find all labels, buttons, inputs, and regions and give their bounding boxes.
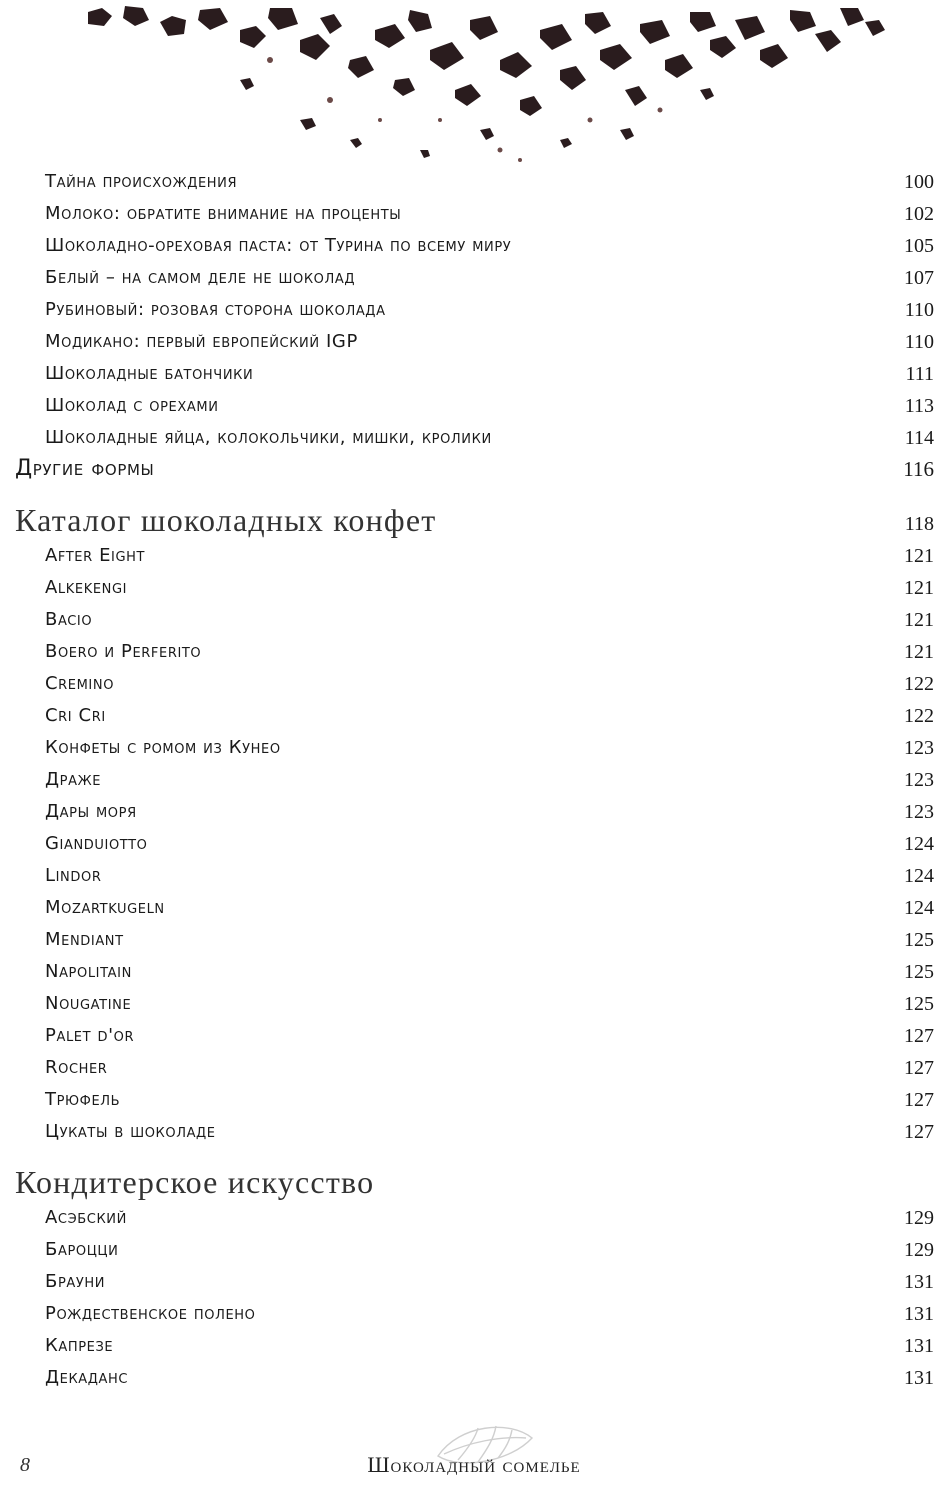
toc-entry-page: 123 <box>904 737 934 759</box>
toc-entry[interactable] <box>0 1299 948 1329</box>
toc-entry-title: Mozartkugeln <box>45 897 165 918</box>
toc-entry[interactable] <box>0 1267 948 1297</box>
toc-entry-title: Тайна происхождения <box>45 171 238 192</box>
toc-entry-title: Boero и Perferito <box>45 641 202 662</box>
toc-entry-title: After Eight <box>45 545 146 566</box>
toc-entry[interactable] <box>0 359 948 389</box>
section-title-pastry[interactable]: Кондитерское искусство <box>15 1164 375 1200</box>
running-footer-title: Шоколадный сомелье <box>367 1452 581 1477</box>
toc-entry[interactable] <box>0 829 948 859</box>
section-title-candies[interactable]: Каталог шоколадных конфет <box>15 502 437 538</box>
toc-entry[interactable] <box>0 1021 948 1051</box>
toc-entry-page: 131 <box>904 1271 934 1293</box>
toc-entry[interactable] <box>0 733 948 763</box>
toc-entry[interactable] <box>0 1203 948 1233</box>
toc-entry-page: 113 <box>904 395 934 417</box>
toc-entry-title: Белый – на самом деле не шоколад <box>45 267 356 288</box>
toc-entry[interactable] <box>0 925 948 955</box>
toc-entry-page: 110 <box>904 331 934 353</box>
toc-entry-page: 127 <box>904 1089 934 1111</box>
toc-entry-page: 121 <box>904 641 934 663</box>
toc-entry[interactable] <box>0 573 948 603</box>
toc-entry-page: 125 <box>904 961 934 983</box>
toc-entry-title: Mendiant <box>45 929 124 950</box>
toc-entry-page: 100 <box>904 171 934 193</box>
toc-entry-page: 127 <box>904 1121 934 1143</box>
toc-entry-page: 102 <box>904 203 934 225</box>
toc-entry[interactable] <box>0 231 948 261</box>
toc-entry-title: Бароцци <box>45 1239 119 1260</box>
toc-entry-title: Дары моря <box>45 801 137 822</box>
toc-entry[interactable] <box>0 1235 948 1265</box>
toc-entry-title: Шоколадно-ореховая паста: от Турина по всему миру <box>45 235 512 256</box>
toc-entry[interactable] <box>0 957 948 987</box>
toc-entry-page: 121 <box>904 545 934 567</box>
toc-entry[interactable] <box>0 423 948 453</box>
toc-entry[interactable] <box>0 797 948 827</box>
toc-entry-title: Конфеты с ромом из Кунео <box>45 737 281 758</box>
toc-entry-title: Alkekengi <box>45 577 128 598</box>
toc-entry-page: 123 <box>904 801 934 823</box>
toc-entry-page: 114 <box>904 427 934 449</box>
toc-entry-page: 110 <box>904 299 934 321</box>
toc-entry-page: 131 <box>904 1303 934 1325</box>
toc-entry-page: 127 <box>904 1025 934 1047</box>
toc-entry-page: 121 <box>904 577 934 599</box>
toc-entry[interactable] <box>0 1363 948 1393</box>
toc-entry[interactable] <box>0 861 948 891</box>
toc-entry[interactable] <box>0 391 948 421</box>
toc-entry-page: 105 <box>904 235 934 257</box>
section-page-candies: 118 <box>904 513 934 535</box>
toc-entry-page: 131 <box>904 1335 934 1357</box>
toc-entry-page: 129 <box>904 1239 934 1261</box>
toc-entry-page: 124 <box>904 865 934 887</box>
toc-entry[interactable] <box>0 327 948 357</box>
toc-entry-title: Cremino <box>45 673 115 694</box>
toc-entry[interactable] <box>0 765 948 795</box>
toc-entry-title: Трюфель <box>45 1089 121 1110</box>
toc-entry-page: 125 <box>904 993 934 1015</box>
toc-entry[interactable] <box>0 989 948 1019</box>
toc-entry-title: Rocher <box>45 1057 108 1078</box>
toc-entry-page: 123 <box>904 769 934 791</box>
toc-entry-title: Шоколадные яйца, колокольчики, мишки, кролики <box>45 427 492 448</box>
toc-entry-title: Napolitain <box>45 961 132 982</box>
toc-entry-title: Bacio <box>45 609 93 630</box>
toc-entry[interactable] <box>0 295 948 325</box>
toc-entry-page: 107 <box>904 267 934 289</box>
toc-entry-title: Palet d'or <box>45 1025 135 1046</box>
toc-entry-title: Lindor <box>45 865 102 886</box>
toc-entry-title: Декаданс <box>45 1367 129 1388</box>
toc-entry-page: 127 <box>904 1057 934 1079</box>
toc-entry-page: 129 <box>904 1207 934 1229</box>
toc-entry-title: Молоко: обратите внимание на проценты <box>45 203 402 224</box>
toc-entry-page: 131 <box>904 1367 934 1389</box>
toc-entry[interactable] <box>0 1085 948 1115</box>
toc-entry[interactable] <box>0 701 948 731</box>
toc-entry-page: 121 <box>904 609 934 631</box>
toc-entry-page: 124 <box>904 897 934 919</box>
toc-entry-title: Рубиновый: розовая сторона шоколада <box>45 299 386 320</box>
toc-entry-page: 124 <box>904 833 934 855</box>
toc-entry-title: Модикано: первый европейский IGP <box>45 331 358 352</box>
page-number: 8 <box>20 1454 30 1476</box>
toc-entry-title: Драже <box>45 769 102 790</box>
toc-entry[interactable] <box>0 669 948 699</box>
toc-entry[interactable] <box>0 893 948 923</box>
toc-entry-title: Nougatine <box>45 993 132 1014</box>
toc-entry-page: 122 <box>904 705 934 727</box>
toc-entry-page: 125 <box>904 929 934 951</box>
toc-entry[interactable] <box>0 1331 948 1361</box>
toc-entry[interactable] <box>0 1053 948 1083</box>
toc-entry[interactable] <box>0 605 948 635</box>
toc-entry-title: Gianduiotto <box>45 833 148 854</box>
toc-entry-title: Шоколадные батончики <box>45 363 254 384</box>
toc-entry[interactable] <box>0 1117 948 1147</box>
toc-chapter-other-forms[interactable] <box>0 454 948 484</box>
toc-entry-title: Асэбский <box>45 1207 127 1228</box>
toc-entry-page: 122 <box>904 673 934 695</box>
toc-entry[interactable] <box>0 637 948 667</box>
toc-entry[interactable] <box>0 541 948 571</box>
toc-entry-title: Брауни <box>45 1271 106 1292</box>
toc-entry-title: Рождественское полено <box>45 1303 256 1324</box>
toc-entry[interactable] <box>0 263 948 293</box>
toc-entry[interactable] <box>0 167 948 197</box>
cocoa-nibs-illustration <box>0 0 948 168</box>
toc-entry-title: Капрезе <box>45 1335 114 1356</box>
toc-entry-title: Цукаты в шоколаде <box>45 1121 216 1142</box>
toc-chapter-page: 116 <box>903 457 934 481</box>
toc-entry[interactable] <box>0 199 948 229</box>
toc-entry-title: Cri Cri <box>45 705 106 726</box>
toc-entry-page: 111 <box>905 363 934 385</box>
toc-chapter-title: Другие формы <box>15 456 155 481</box>
toc-entry-title: Шоколад с орехами <box>45 395 219 416</box>
